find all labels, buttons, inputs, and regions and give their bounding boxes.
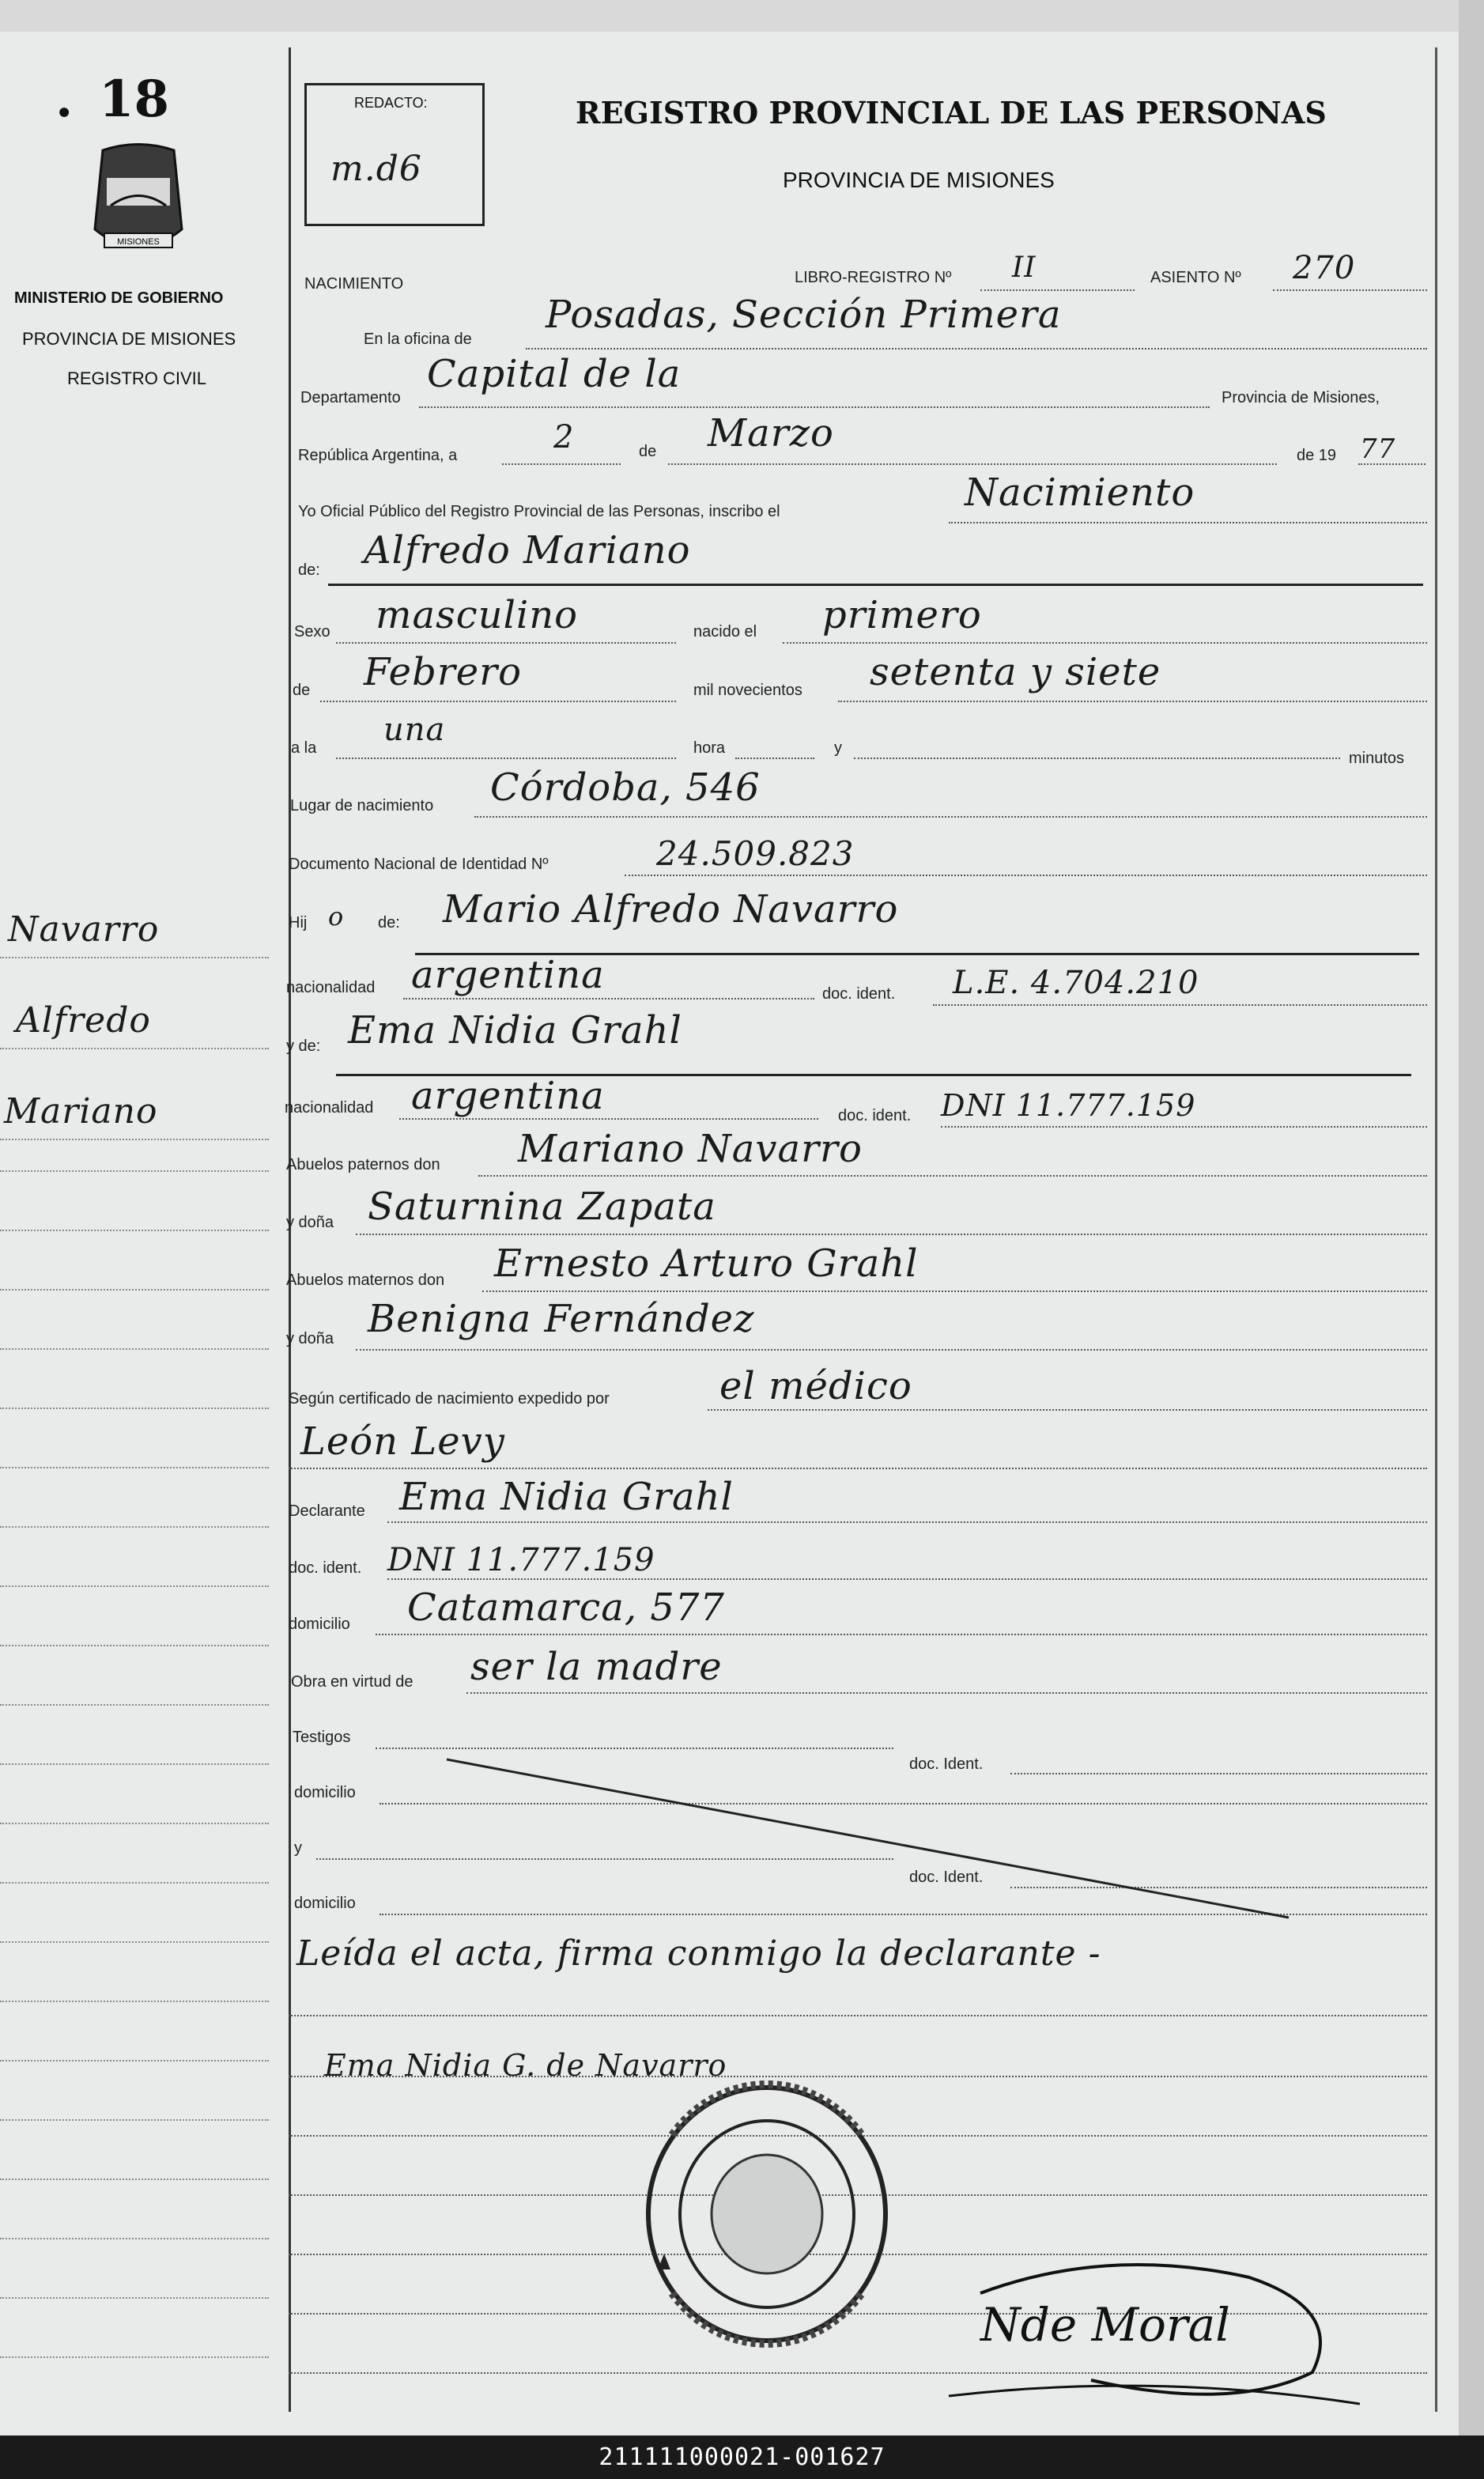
testigo2-doc-label: doc. Ident. <box>909 1869 984 1886</box>
obra-label: Obra en virtud de <box>291 1673 413 1691</box>
official-stamp-icon <box>640 2080 901 2349</box>
departamento-label: Departamento <box>300 389 401 406</box>
nacido-value: primero <box>822 593 982 637</box>
padre-value: Mario Alfredo Navarro <box>443 887 899 932</box>
province-label: PROVINCIA DE MISIONES <box>22 329 236 349</box>
madre-value: Ema Nidia Grahl <box>348 1008 682 1052</box>
seal-text: MISIONES <box>117 237 160 247</box>
redacto-value: m.d6 <box>330 149 422 189</box>
mil-value: setenta y siete <box>870 650 1161 694</box>
ministry-label: MINISTERIO DE GOBIERNO <box>14 289 224 307</box>
libro-label: LIBRO-REGISTRO Nº <box>795 269 952 286</box>
nacido-label: nacido el <box>693 623 757 641</box>
abuelos-mat-label: Abuelos maternos don <box>286 1272 445 1289</box>
mil-label: mil novecientos <box>693 682 802 699</box>
coat-of-arms-icon <box>87 142 190 265</box>
abuela-mat-label: y doña <box>286 1330 334 1347</box>
firma-declarante: Ema Nidia G. de Navarro <box>324 2048 727 2083</box>
certificado-label: Según certificado de nacimiento expedido por <box>289 1390 610 1408</box>
testigo2-y-label: y <box>294 1839 302 1857</box>
document-id: 211111000021-001627 <box>0 2436 1484 2479</box>
padre-doc-value: L.E. 4.704.210 <box>953 965 1199 1001</box>
abuela-pat-value: Saturnina Zapata <box>368 1185 716 1229</box>
testigo1-domicilio-label: domicilio <box>294 1784 356 1801</box>
official-signature <box>933 2246 1376 2428</box>
abuelo-pat-value: Mariano Navarro <box>518 1127 863 1171</box>
firma-oficial-text: Nde Moral <box>980 2298 1230 2352</box>
hijo-suffix: o <box>328 901 345 932</box>
de-nombre-label: de: <box>298 561 320 579</box>
declarante-value: Ema Nidia Grahl <box>399 1475 734 1519</box>
hora-label: hora <box>693 739 726 757</box>
y-label: y <box>834 739 842 757</box>
lectura-value: Leída el acta, firma conmigo la declarante - <box>296 1933 1101 1974</box>
hijo-label: Hij <box>289 914 308 932</box>
obra-value: ser la madre <box>470 1645 723 1689</box>
page-number-dot: . <box>55 70 74 129</box>
testigo1-doc-label: doc. Ident. <box>909 1755 984 1773</box>
de-label: de <box>639 443 657 460</box>
lugar-label: Lugar de nacimiento <box>290 797 434 814</box>
page-top-edge <box>0 0 1484 32</box>
domicilio-label: domicilio <box>289 1616 350 1633</box>
redacto-box <box>304 83 485 226</box>
abuela-mat-value: Benigna Fernández <box>368 1297 755 1341</box>
madre-nac-value: argentina <box>411 1074 605 1118</box>
sexo-label: Sexo <box>294 623 330 641</box>
padre-doc-label: doc. ident. <box>822 985 896 1003</box>
decl-doc-value: DNI 11.777.159 <box>387 1542 655 1578</box>
libro-value: II <box>1012 251 1037 284</box>
padre-nac-value: argentina <box>411 953 605 997</box>
redacto-label: REDACTO: <box>354 95 428 111</box>
testigo2-domicilio-label: domicilio <box>294 1895 356 1912</box>
oficial-label: Yo Oficial Público del Registro Provincial de las Personas, inscribo el <box>298 503 780 520</box>
page-number: 18 <box>99 70 170 129</box>
dni-label: Documento Nacional de Identidad Nº <box>289 856 549 873</box>
mes-value: Marzo <box>708 411 834 455</box>
page-subtitle: PROVINCIA DE MISIONES <box>783 168 1055 192</box>
ala-label: a la <box>291 739 317 757</box>
de-mes-label: de <box>293 682 311 699</box>
yde-label: y de: <box>286 1037 321 1055</box>
madre-nac-label: nacionalidad <box>285 1099 374 1117</box>
dni-value: 24.509.823 <box>656 834 855 873</box>
asiento-label: ASIENTO Nº <box>1150 269 1241 286</box>
abuelo-mat-value: Ernesto Arturo Grahl <box>494 1241 919 1286</box>
registro-civil-label: REGISTRO CIVIL <box>67 368 207 388</box>
testigos-label: Testigos <box>293 1729 351 1746</box>
sexo-value: masculino <box>376 593 579 637</box>
oficial-value: Nacimiento <box>965 470 1195 515</box>
declarante-label: Declarante <box>289 1502 365 1520</box>
page-right-edge <box>1459 0 1484 2436</box>
right-border <box>1435 47 1437 2412</box>
medico-value: León Levy <box>300 1419 505 1464</box>
ala-value: una <box>383 712 446 748</box>
provincia-label: Provincia de Misiones, <box>1222 389 1380 406</box>
asiento-value: 270 <box>1293 250 1356 286</box>
madre-doc-value: DNI 11.777.159 <box>941 1088 1196 1123</box>
margin-middle-name: Mariano <box>4 1091 158 1132</box>
decl-doc-label: doc. ident. <box>289 1559 362 1577</box>
testigos-cancel-stroke <box>443 1755 1312 1929</box>
certificado-value: el médico <box>719 1364 912 1408</box>
mes-nac-value: Febrero <box>364 650 523 694</box>
anio-value: 77 <box>1360 433 1396 465</box>
margin-first-name: Alfredo <box>16 1000 151 1041</box>
departamento-value: Capital de la <box>427 352 682 396</box>
oficina-label: En la oficina de <box>364 331 472 348</box>
dia-value: 2 <box>553 419 575 455</box>
nacimiento-label: NACIMIENTO <box>304 275 404 293</box>
abuelos-pat-label: Abuelos paternos don <box>286 1156 440 1173</box>
republica-label: República Argentina, a <box>298 447 458 464</box>
de19-label: de 19 <box>1297 447 1337 464</box>
abuela-pat-label: y doña <box>286 1214 334 1231</box>
madre-doc-label: doc. ident. <box>838 1107 912 1124</box>
page-title: REGISTRO PROVINCIAL DE LAS PERSONAS <box>576 95 1327 130</box>
domicilio-value: Catamarca, 577 <box>407 1585 725 1630</box>
padre-nac-label: nacionalidad <box>286 979 376 996</box>
nombre-value: Alfredo Mariano <box>364 528 691 573</box>
hijo-de-label: de: <box>378 914 400 932</box>
oficina-value: Posadas, Sección Primera <box>546 293 1062 337</box>
lugar-value: Córdoba, 546 <box>490 765 761 810</box>
margin-surname: Navarro <box>8 909 160 950</box>
minutos-label: minutos <box>1349 750 1405 767</box>
